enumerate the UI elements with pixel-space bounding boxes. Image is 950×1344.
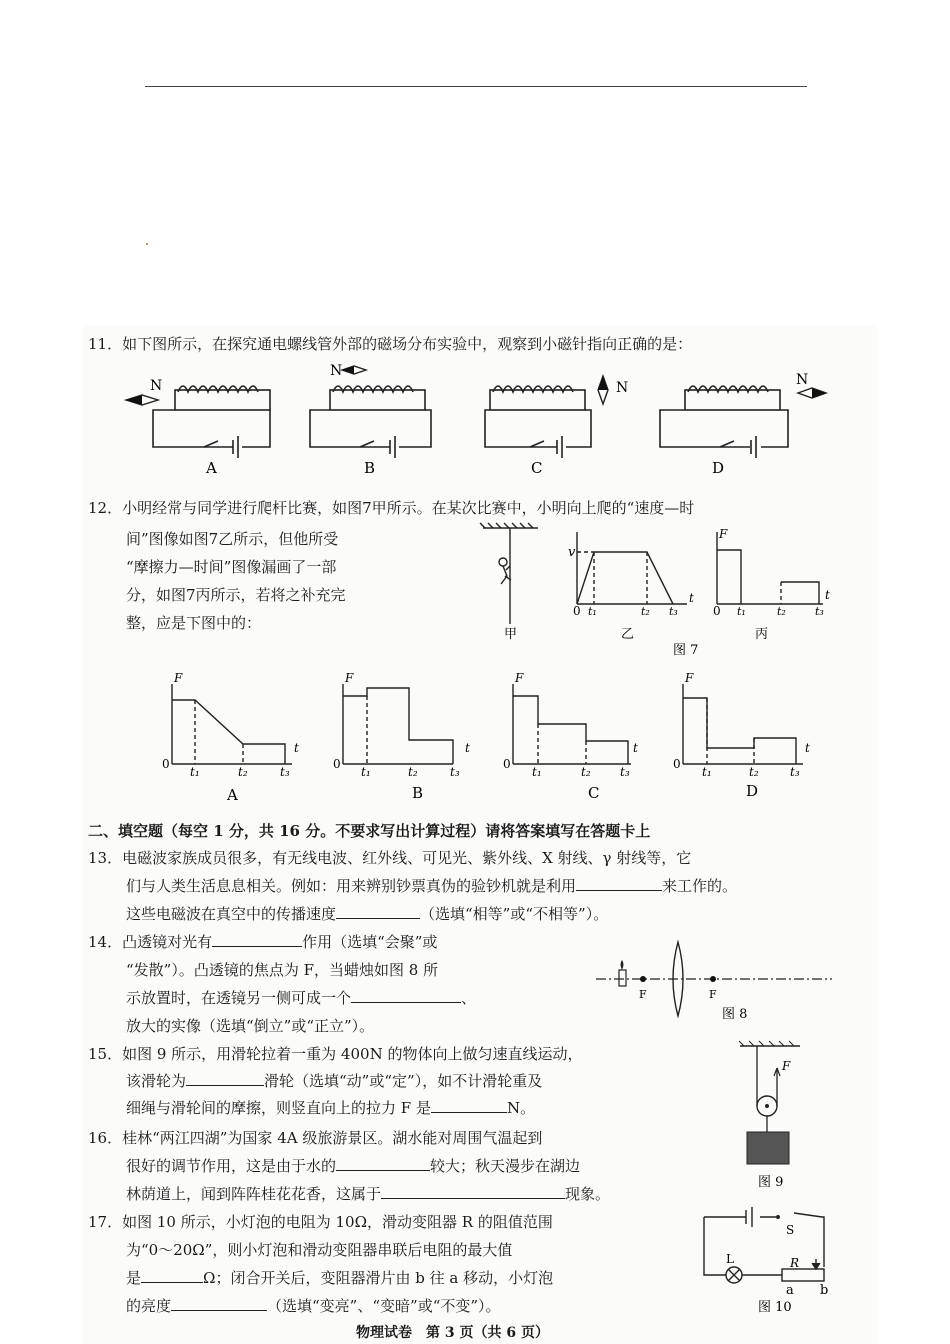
fig7b-t2: t₂ [641, 605, 650, 618]
optD-t2: t₂ [749, 765, 759, 779]
q16-line2: 很好的调节作用，这是由于水的 较大；秋天漫步在湖边 [126, 1157, 581, 1175]
fig10-switch-label: S [786, 1223, 795, 1237]
optA-t: t [294, 741, 299, 755]
needle-a-n-label: N [150, 378, 163, 394]
q16-line1: 16．桂林“两江四湖”为国家 4A 级旅游景区。湖水能对周围气温起到 [88, 1129, 543, 1147]
q14-blank-1[interactable] [212, 932, 302, 947]
optC-zero: 0 [503, 757, 511, 771]
section-2-title: 二、填空题（每空 1 分，共 16 分。不要求写出计算过程）请将答案填写在答题卡上 [88, 822, 651, 840]
optD-t3: t₃ [790, 765, 800, 779]
q11-option-a: A [206, 459, 217, 477]
figure-9 [730, 1040, 810, 1195]
fig10-b-label: b [820, 1283, 829, 1298]
optB-t3: t₃ [450, 765, 460, 779]
fig7c-F-axis: F [719, 527, 728, 541]
q12-option-c: C [588, 784, 600, 802]
q13-line1: 13．电磁波家族成员很多，有无线电波、红外线、可见光、紫外线、X 射线、γ 射线等，它 [88, 849, 692, 867]
needle-d-n-label: N [796, 372, 809, 388]
fig7b-zero: 0 [573, 604, 581, 618]
q15-blank-1[interactable] [186, 1071, 264, 1086]
optB-t2: t₂ [408, 765, 418, 779]
figure-8 [592, 930, 837, 1025]
optC-F: F [515, 671, 524, 685]
q12-line3: “摩擦力—时间”图像漏画了一部 [126, 558, 337, 576]
q17-blank-2[interactable] [171, 1296, 267, 1311]
optC-t1: t₁ [532, 765, 542, 779]
fig7-label-bing: 丙 [755, 627, 769, 642]
fig7c-t1: t₁ [737, 605, 746, 618]
q12-option-a: A [227, 786, 238, 804]
header-rule [145, 86, 807, 87]
fig7-caption: 图 7 [673, 643, 699, 658]
fig10-rheostat-label: R [790, 1256, 800, 1270]
fig9-caption: 图 9 [758, 1175, 784, 1190]
optD-t1: t₁ [702, 765, 712, 779]
q15-blank-2[interactable] [431, 1098, 507, 1113]
optA-t3: t₃ [280, 765, 290, 779]
optB-t1: t₁ [361, 765, 371, 779]
fig7c-t3: t₃ [815, 605, 824, 618]
q12-option-b: B [412, 784, 424, 802]
figure-10 [698, 1205, 838, 1315]
q11-option-b: B [364, 459, 376, 477]
q13-blank-2[interactable] [336, 904, 420, 919]
optB-zero: 0 [333, 757, 341, 771]
optC-t3: t₃ [620, 765, 630, 779]
q17-line3: 是 Ω；闭合开关后，变阻器滑片由 b 往 a 移动，小灯泡 [126, 1269, 554, 1287]
q11-figures [120, 362, 840, 482]
optA-zero: 0 [162, 757, 170, 771]
q11-option-d: D [712, 459, 725, 477]
needle-b-n-label: N [330, 363, 343, 379]
needle-c-n-label: N [616, 380, 629, 396]
figure-7 [475, 520, 835, 660]
fig10-a-label: a [786, 1283, 794, 1298]
fig7b-t3: t₃ [669, 605, 678, 618]
fig8-caption: 图 8 [722, 1007, 748, 1022]
page-footer: 物理试卷 第 3 页（共 6 页） [356, 1325, 549, 1341]
optD-F: F [685, 671, 694, 685]
optC-t: t [633, 741, 638, 755]
q15-line3: 细绳与滑轮间的摩擦，则竖直向上的拉力 F 是 N。 [126, 1099, 536, 1117]
q17-blank-1[interactable] [141, 1268, 203, 1283]
fig7c-t-axis: t [825, 588, 830, 602]
q12-line2: 间”图像如图7乙所示，但他所受 [126, 530, 339, 548]
q12-line1: 12．小明经常与同学进行爬杆比赛，如图7甲所示。在某次比赛中，小明向上爬的“速度—时 [88, 499, 695, 517]
optD-zero: 0 [673, 757, 681, 771]
optC-t2: t₂ [581, 765, 591, 779]
q16-blank-1[interactable] [336, 1156, 430, 1171]
optA-t2: t₂ [238, 765, 248, 779]
q13-blank-1[interactable] [576, 876, 662, 891]
fig9-force: F [782, 1059, 791, 1073]
q12-line5: 整，应是下图中的： [126, 614, 262, 632]
optA-t1: t₁ [190, 765, 200, 779]
q13-line3: 这些电磁波在真空中的传播速度 （选填“相等”或“不相等”）。 [126, 905, 609, 923]
optA-F: F [174, 671, 183, 685]
fig7-v-axis: v [568, 545, 576, 560]
fig7-label-jia: 甲 [504, 627, 518, 642]
optB-F: F [345, 671, 354, 685]
fig10-caption: 图 10 [758, 1300, 792, 1315]
optD-t: t [805, 741, 810, 755]
q14-line1: 14．凸透镜对光有 作用（选填“会聚”或 [88, 933, 438, 951]
q11-option-c: C [531, 459, 543, 477]
q15-line2: 该滑轮为 滑轮（选填“动”或“定”），如不计滑轮重及 [126, 1072, 543, 1090]
q16-blank-2[interactable] [381, 1184, 565, 1199]
q13-line2: 们与人类生活息息相关。例如：用来辨别钞票真伪的验钞机就是利用 来工作的。 [126, 877, 738, 895]
q17-line2: 为“0～20Ω”，则小灯泡和滑动变阻器串联后电阻的最大值 [126, 1241, 513, 1259]
q12-option-d: D [746, 782, 759, 800]
q12-line4: 分，如图7丙所示，若将之补充完 [126, 586, 346, 604]
optB-t: t [465, 741, 470, 755]
fig7-label-yi: 乙 [621, 627, 635, 642]
fig7c-zero: 0 [713, 604, 721, 618]
q14-line2: “发散”）。凸透镜的焦点为 F，当蜡烛如图 8 所 [126, 961, 439, 979]
q14-line4: 放大的实像（选填“倒立”或“正立”）。 [126, 1017, 375, 1035]
q14-line3: 示放置时，在透镜另一侧可成一个 、 [126, 989, 477, 1007]
q12-option-graphs [160, 668, 820, 808]
fig8-focus-right: F [709, 988, 717, 1001]
q17-line1: 17．如图 10 所示，小灯泡的电阻为 10Ω，滑动变阻器 R 的阻值范围 [88, 1213, 553, 1231]
q16-line3: 林荫道上，闻到阵阵桂花花香，这属于 现象。 [126, 1185, 611, 1203]
fig7b-t-axis: t [689, 591, 694, 605]
q17-line4: 的亮度 （选填“变亮”、“变暗”或“不变”）。 [126, 1297, 501, 1315]
q11-text: 11．如下图所示，在探究通电螺线管外部的磁场分布实验中，观察到小磁针指向正确的是： [88, 335, 693, 353]
q15-line1: 15．如图 9 所示，用滑轮拉着一重为 400N 的物体向上做匀速直线运动， [88, 1045, 583, 1063]
fig7c-t2: t₂ [777, 605, 786, 618]
q14-blank-2[interactable] [351, 988, 461, 1003]
fig8-focus-left: F [639, 988, 647, 1001]
fig7b-t1: t₁ [588, 605, 597, 618]
fig10-lamp-label: L [726, 1252, 734, 1266]
ink-speck [146, 243, 148, 245]
